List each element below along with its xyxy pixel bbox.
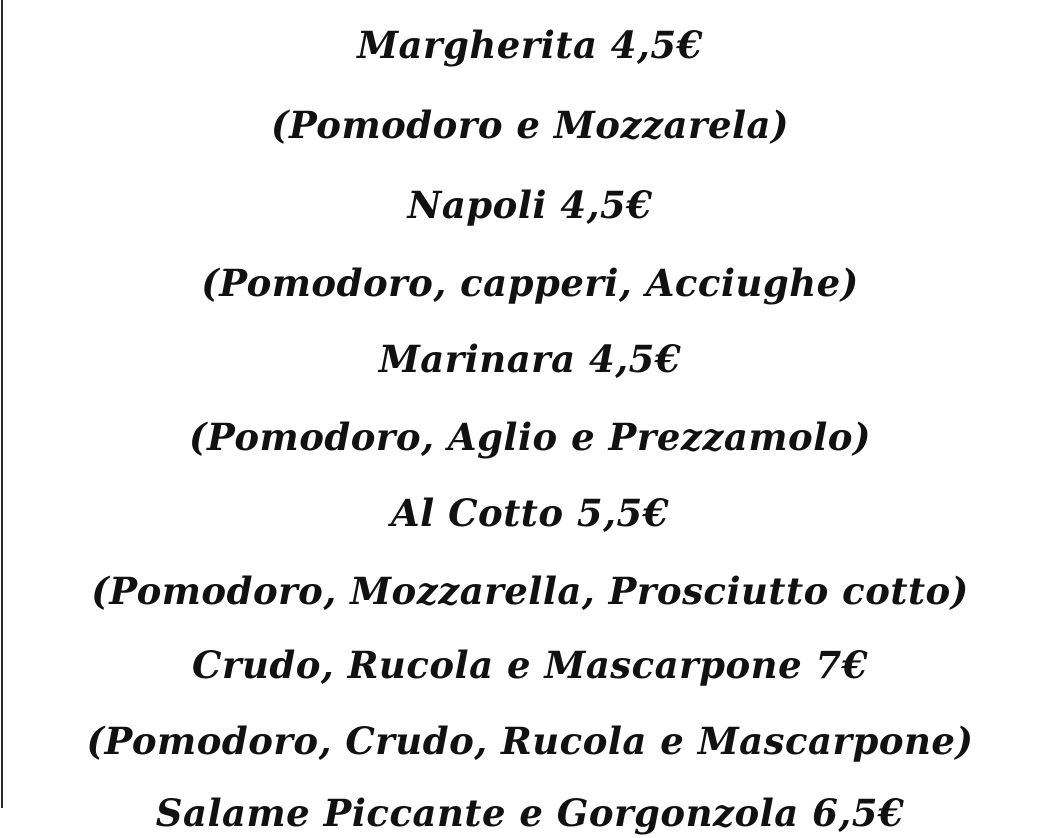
menu-item-name: Napoli 4,5€ [407,183,653,227]
menu-item-description: (Pomodoro, Mozzarella, Prosciutto cotto) [91,569,969,613]
menu-item-name: Marinara 4,5€ [378,337,682,381]
menu-item-description: (Pomodoro, Aglio e Prezzamolo) [189,415,871,459]
menu-item-description: (Pomodoro, Crudo, Rucola e Mascarpone) [86,719,974,763]
menu-item-name: Salame Piccante e Gorgonzola 6,5€ [155,791,905,835]
menu-item-description: (Pomodoro, capperi, Acciughe) [201,261,859,305]
menu-item-name: Al Cotto 5,5€ [390,491,670,535]
menu-item-description: (Pomodoro e Mozzarela) [270,103,790,147]
menu-item-name: Margherita 4,5€ [357,23,703,67]
menu-item-name: Crudo, Rucola e Mascarpone 7€ [192,643,868,687]
